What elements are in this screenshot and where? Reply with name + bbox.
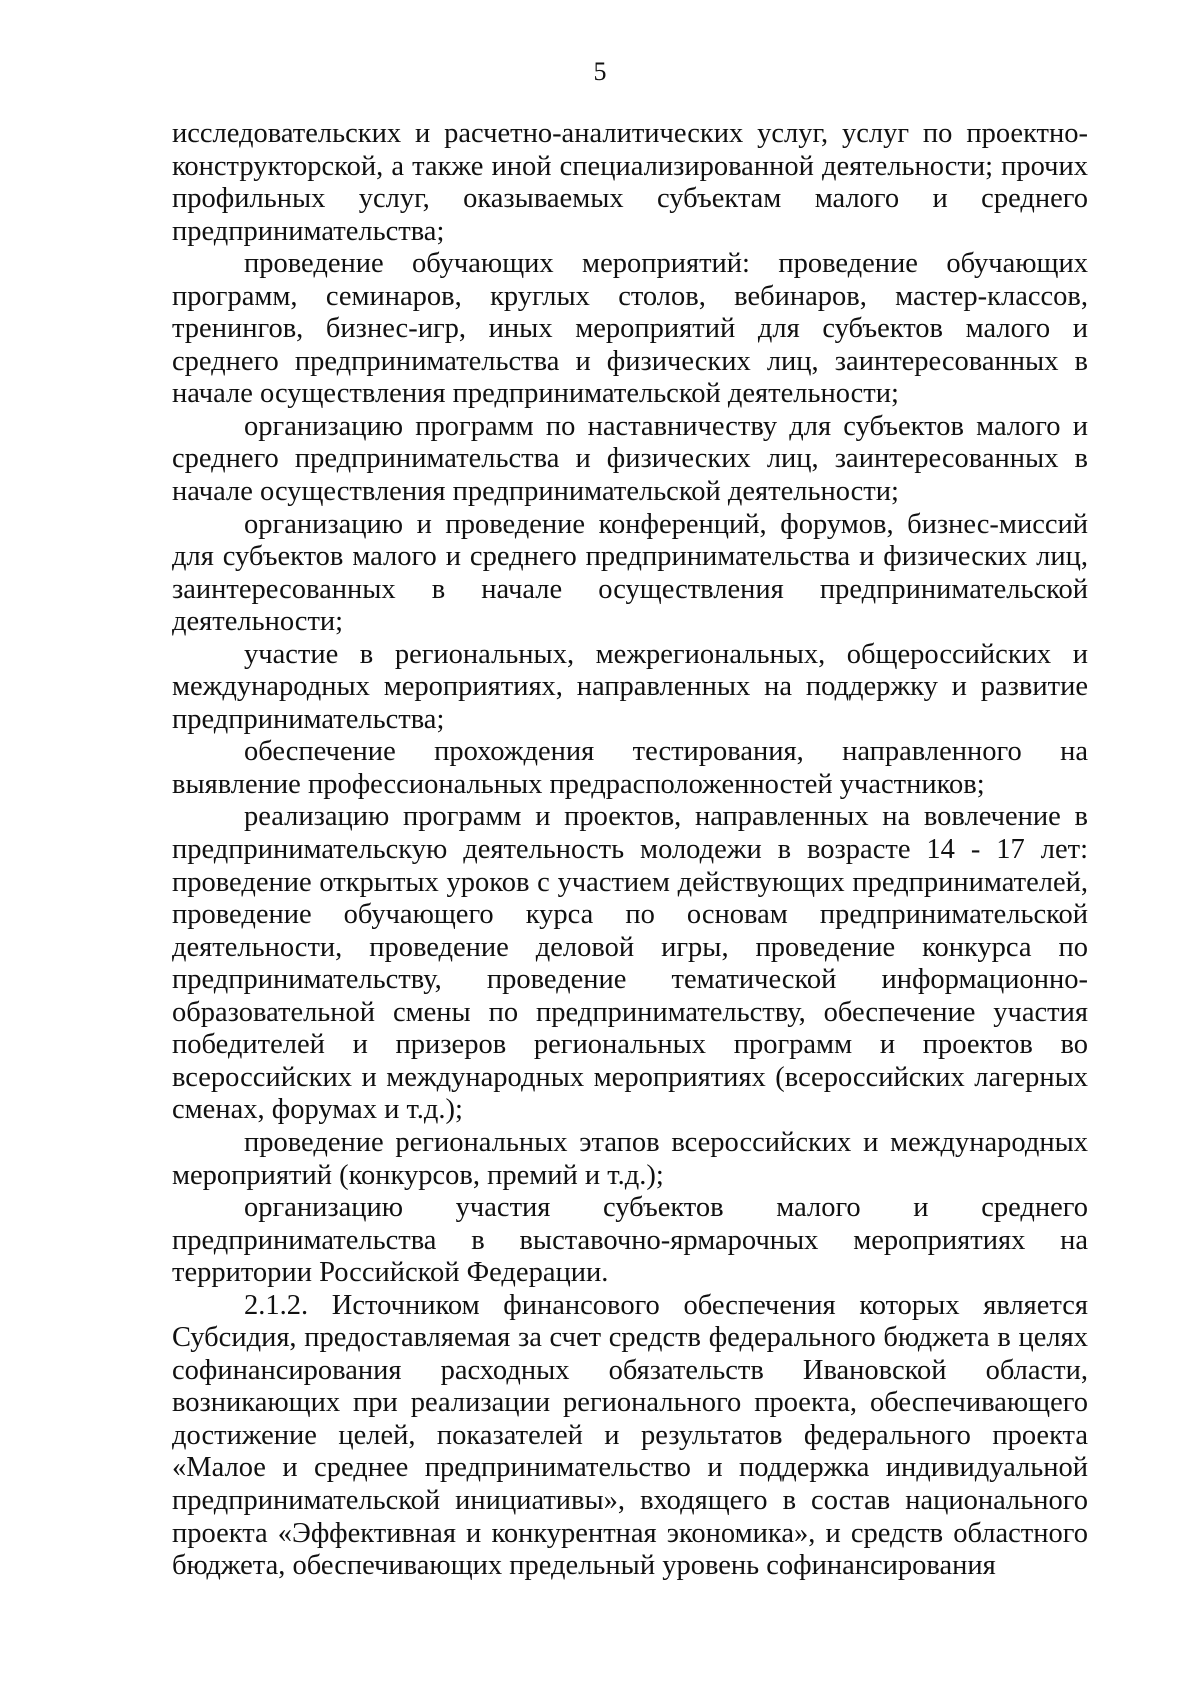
paragraph-mentoring: организацию программ по наставничеству для субъектов малого и среднего предпринимательства и физических лиц, заинтересованных в начале осуществления предпринимательской деятельности; <box>172 410 1088 508</box>
paragraph-conferences: организацию и проведение конференций, форумов, бизнес-миссий для субъектов малого и среднего предпринимательства и физических лиц, заинтересованных в начале осуществления предпринимательской деятельности; <box>172 508 1088 638</box>
paragraph-training-events: проведение обучающих мероприятий: проведение обучающих программ, семинаров, круглых столов, вебинаров, мастер-классов, тренингов, бизнес-игр, иных мероприятий для субъектов малого и среднего предпринимательства и физических лиц, заинтересованных в начале осуществления предпринимательской деятельности; <box>172 248 1088 410</box>
paragraph-youth-programs: реализацию программ и проектов, направленных на вовлечение в предпринимательскую деятельность молодежи в возрасте 14 - 17 лет: проведение открытых уроков с участием действующих предпринимателей, проведение обучающего курса по основам предпринимательской деятельности, проведение деловой игры, проведение конкурса по предпринимательству, проведение тематической информационно-образовательной смены по предпринимательству, обеспечение участия победителей и призеров региональных программ и проектов во всероссийских и международных мероприятиях (всероссийских лагерных сменах, форумах и т.д.); <box>172 801 1088 1126</box>
paragraph-regional-stages: проведение региональных этапов всероссийских и международных мероприятий (конкурсов, премий и т.д.); <box>172 1126 1088 1191</box>
paragraph-section-2-1-2: 2.1.2. Источником финансового обеспечения которых является Субсидия, предоставляемая за счет средств федерального бюджета в целях софинансирования расходных обязательств Ивановской области, возникающих при реализации регионального проекта, обеспечивающего достижение целей, показателей и результатов федерального проекта «Малое и среднее предпринимательство и поддержка индивидуальной предпринимательской инициативы», входящего в состав национального проекта «Эффективная и конкурентная экономика», и средств областного бюджета, обеспечивающих предельный уровень софинансирования <box>172 1289 1088 1582</box>
document-body <box>172 118 1088 1583</box>
page-number: 5 <box>593 57 607 86</box>
paragraph-exhibitions: организацию участия субъектов малого и среднего предпринимательства в выставочно-ярмарочных мероприятиях на территории Российской Федерации. <box>172 1192 1088 1289</box>
paragraph-participation: участие в региональных, межрегиональных, общероссийских и международных мероприятиях, направленных на поддержку и развитие предпринимательства; <box>172 638 1088 735</box>
paragraph-testing: обеспечение прохождения тестирования, направленного на выявление профессиональных предрасположенностей участников; <box>172 736 1088 800</box>
paragraph-continuation: исследовательских и расчетно-аналитических услуг, услуг по проектно-конструкторской, а также иной специализированной деятельности; прочих профильных услуг, оказываемых субъектам малого и среднего предпринимательства; <box>172 118 1088 247</box>
